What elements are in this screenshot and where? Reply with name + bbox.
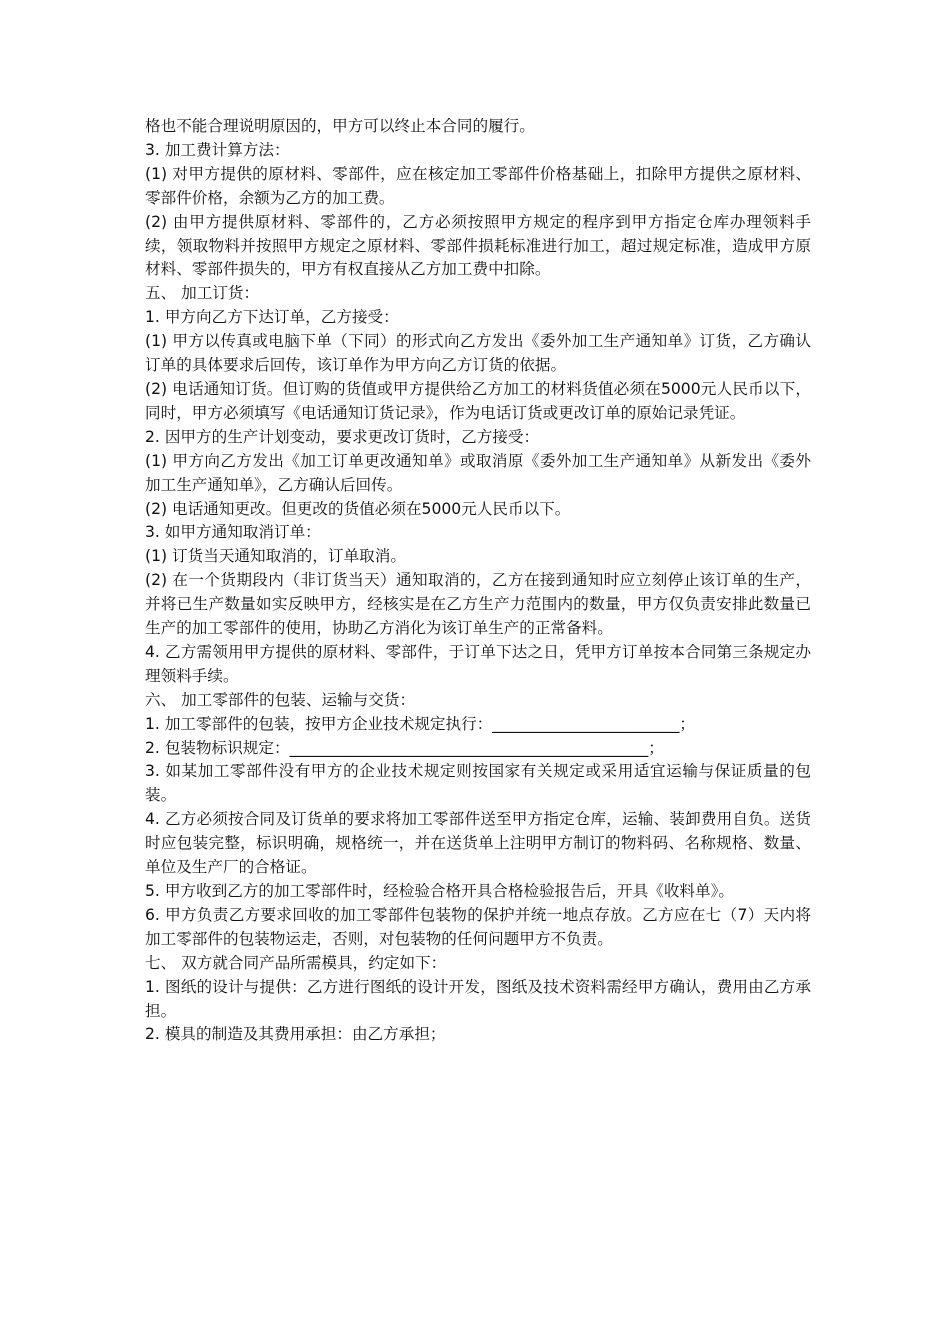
paragraph: 格也不能合理说明原因的，甲方可以终止本合同的履行。 [145, 117, 535, 135]
paragraph: 3. 加工费计算方法： [145, 140, 290, 159]
paragraph: 6. 甲方负责乙方要求回收的加工零部件包装物的保护并统一地点存放。乙方应在七（7）天内将加工零部件的包装物运走，否则，对包装物的任何问题甲方不负责。 [145, 905, 811, 948]
paragraph: 1. 图纸的设计与提供：乙方进行图纸的设计开发，图纸及技术资料需经甲方确认，费用由乙方承担。 [145, 977, 811, 1020]
paragraph: 3. 如甲方通知取消订单： [145, 523, 321, 542]
paragraph: 4. 乙方必须按合同及订货单的要求将加工零部件送至甲方指定仓库，运输、装卸费用自负。送货时应包装完整，标识明确，规格统一，并在送货单上注明甲方制订的物料码、名称规格、数量、单位及生产厂的合格证。 [145, 810, 811, 877]
section-heading: 七、 双方就合同产品所需模具，约定如下： [145, 953, 447, 972]
paragraph: 2. 模具的制造及其费用承担：由乙方承担； [145, 1025, 446, 1044]
paragraph: (1) 甲方向乙方发出《加工订单更改通知单》或取消原《委外加工生产通知单》从新发出《委外加工生产通知单》，乙方确认后回传。 [145, 451, 811, 494]
paragraph: 3. 如某加工零部件没有甲方的企业技术规定则按国家有关规定或采用适宜运输与保证质量的包装。 [145, 762, 811, 805]
paragraph: 1. 加工零部件的包装，按甲方企业技术规定执行：________________________； [145, 714, 696, 733]
paragraph: 4. 乙方需领用甲方提供的原材料、零部件，于订单下达之日，凭甲方订单按本合同第三条规定办理领料手续。 [145, 642, 811, 685]
paragraph: (2) 电话通知更改。但更改的货值必须在5000元人民币以下。 [145, 499, 571, 518]
paragraph: (2) 电话通知订货。但订购的货值或甲方提供给乙方加工的材料货值必须在5000元人民币以下，同时，甲方必须填写《电话通知订货记录》，作为电话订货或更改订单的原始记录凭证。 [145, 379, 811, 422]
paragraph: (2) 由甲方提供原材料、零部件的，乙方必须按照甲方规定的程序到甲方指定仓库办理领料手续，领取物料并按照甲方规定之原材料、零部件损耗标准进行加工，超过规定标准，造成甲方原材料、零部件损失的，甲方有权直接从乙方加工费中扣除。 [145, 212, 811, 279]
paragraph: (1) 甲方以传真或电脑下单（下同）的形式向乙方发出《委外加工生产通知单》订货，乙方确认订单的具体要求后回传，该订单作为甲方向乙方订货的依据。 [145, 332, 811, 375]
paragraph: 1. 甲方向乙方下达订单，乙方接受： [145, 308, 399, 327]
paragraph: (1) 订货当天通知取消的，订单取消。 [145, 547, 406, 566]
paragraph: (1) 对甲方提供的原材料、零部件，应在核定加工零部件价格基础上，扣除甲方提供之原材料、零部件价格，余额为乙方的加工费。 [145, 164, 811, 207]
section-heading: 五、 加工订货： [145, 284, 260, 303]
section-heading: 六、 加工零部件的包装、运输与交货： [145, 690, 416, 709]
paragraph: 2. 因甲方的生产计划变动，要求更改订货时，乙方接受： [145, 427, 540, 446]
paragraph: (2) 在一个货期段内（非订货当天）通知取消的，乙方在接到通知时应立刻停止该订单的生产，并将已生产数量如实反映甲方，经核实是在乙方生产力范围内的数量，甲方仅负责安排此数量已生产的加工零部件的使用，协助乙方消化为该订单生产的正常备料。 [145, 571, 811, 638]
paragraph: 2. 包装物标识规定：______________________________________________； [145, 738, 664, 757]
paragraph: 5. 甲方收到乙方的加工零部件时，经检验合格开具合格检验报告后，开具《收料单》。 [145, 882, 735, 900]
document-body [145, 115, 811, 1047]
